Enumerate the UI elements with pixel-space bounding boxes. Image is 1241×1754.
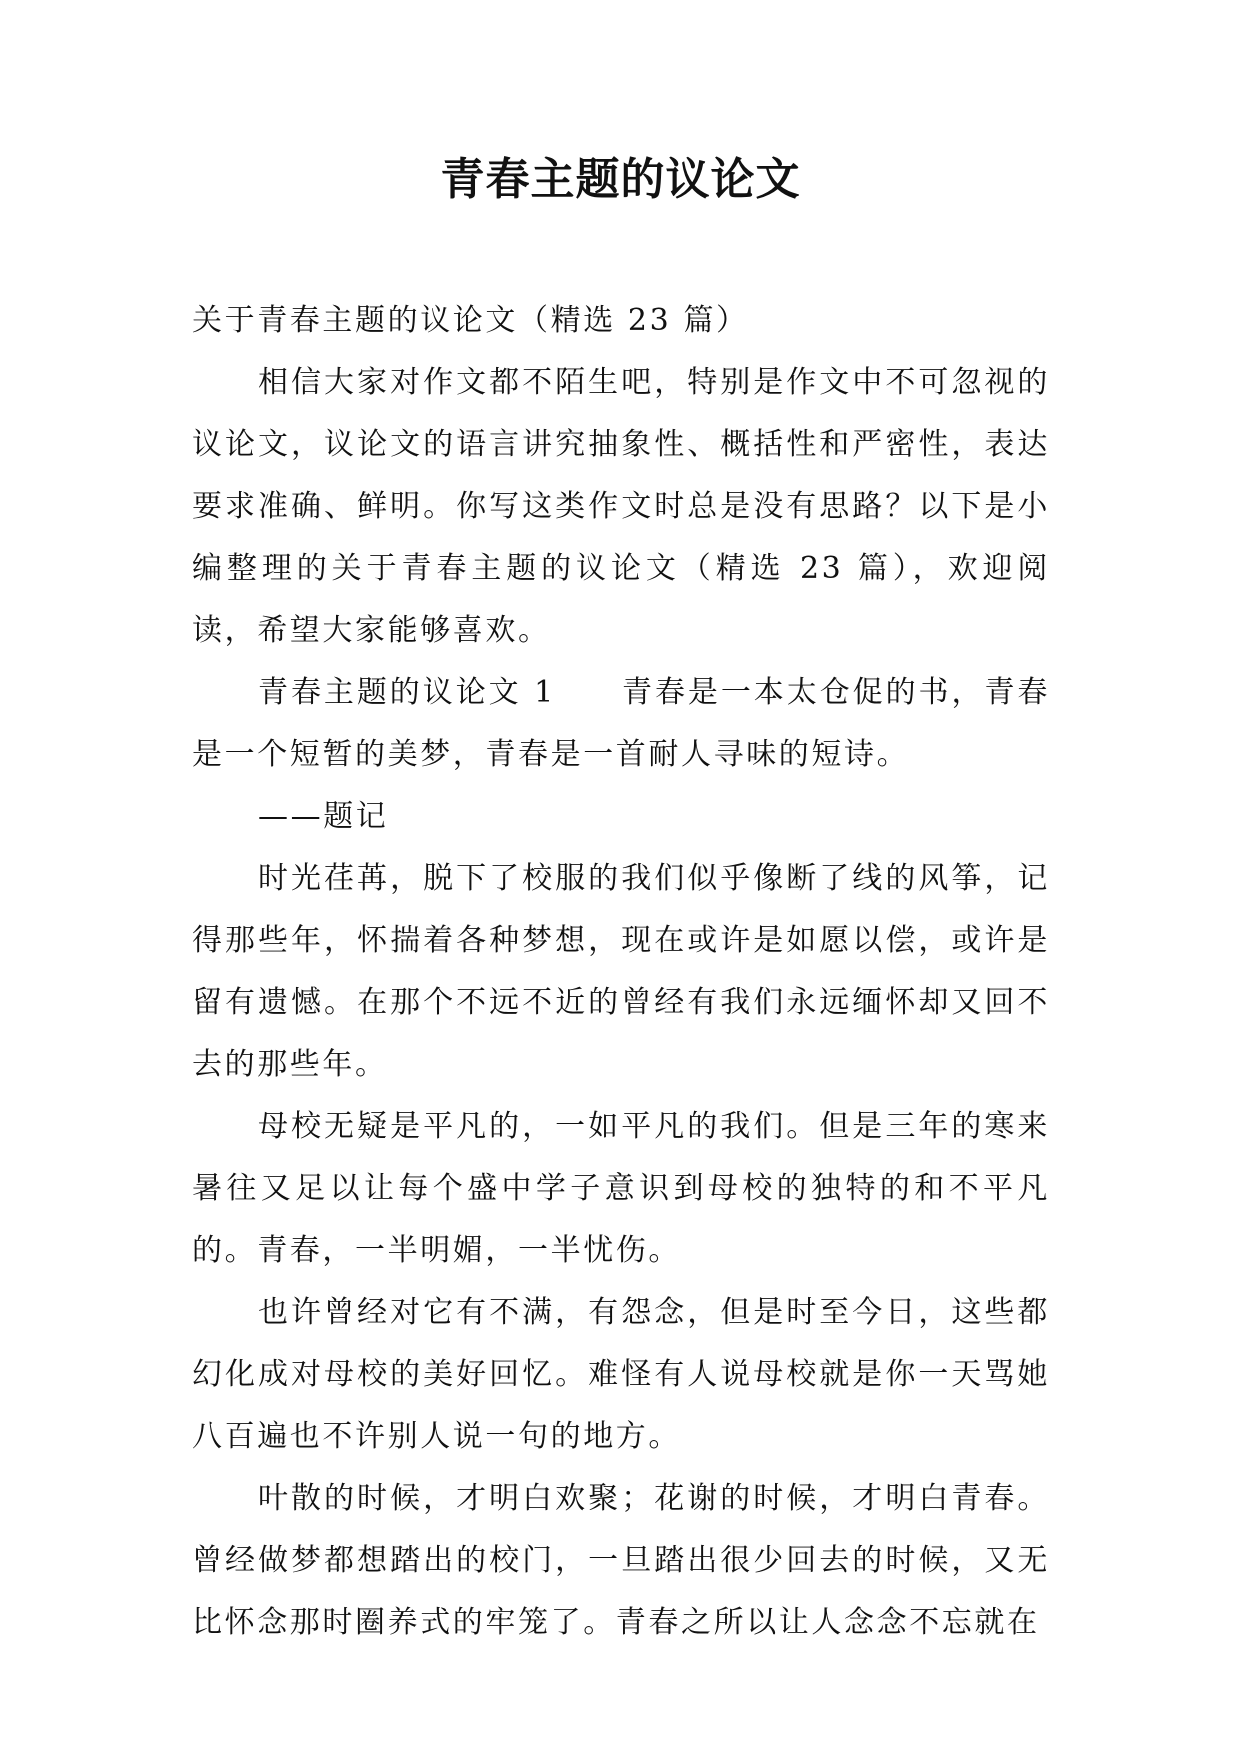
document-title: 青春主题的议论文 (440, 154, 801, 205)
paragraph-essay-1-opening: 青春主题的议论文 1 青春是一本太仓促的书，青春是一个短暂的美梦，青春是一首耐人寻味的短诗。 (192, 675, 1050, 772)
paragraph-epigraph-note: ——题记 (258, 799, 389, 834)
document-subtitle: 关于青春主题的议论文（精选 23 篇） (192, 303, 749, 338)
paragraph-body: 也许曾经对它有不满，有怨念，但是时至今日，这些都幻化成对母校的美好回忆。难怪有人说母校就是你一天骂她八百遍也不许别人说一句的地方。 (192, 1295, 1050, 1454)
paragraph-body: 叶散的时候，才明白欢聚；花谢的时候，才明白青春。曾经做梦都想踏出的校门，一旦踏出很少回去的时候，又无比怀念那时圈养式的牢笼了。青春之所以让人念念不忘就在 (192, 1481, 1050, 1640)
paragraph-intro: 相信大家对作文都不陌生吧，特别是作文中不可忽视的议论文，议论文的语言讲究抽象性、概括性和严密性，表达要求准确、鲜明。你写这类作文时总是没有思路？以下是小编整理的关于青春主题的议论文（精选 23 篇），欢迎阅读，希望大家能够喜欢。 (192, 365, 1050, 648)
paragraph-body: 时光荏苒，脱下了校服的我们似乎像断了线的风筝，记得那些年，怀揣着各种梦想，现在或许是如愿以偿，或许是留有遗憾。在那个不远不近的曾经有我们永远缅怀却又回不去的那些年。 (192, 861, 1050, 1082)
paragraph-body: 母校无疑是平凡的，一如平凡的我们。但是三年的寒来暑往又足以让每个盛中学子意识到母校的独特的和不平凡的。青春，一半明媚，一半忧伤。 (192, 1109, 1050, 1268)
document-body (192, 290, 1050, 1654)
